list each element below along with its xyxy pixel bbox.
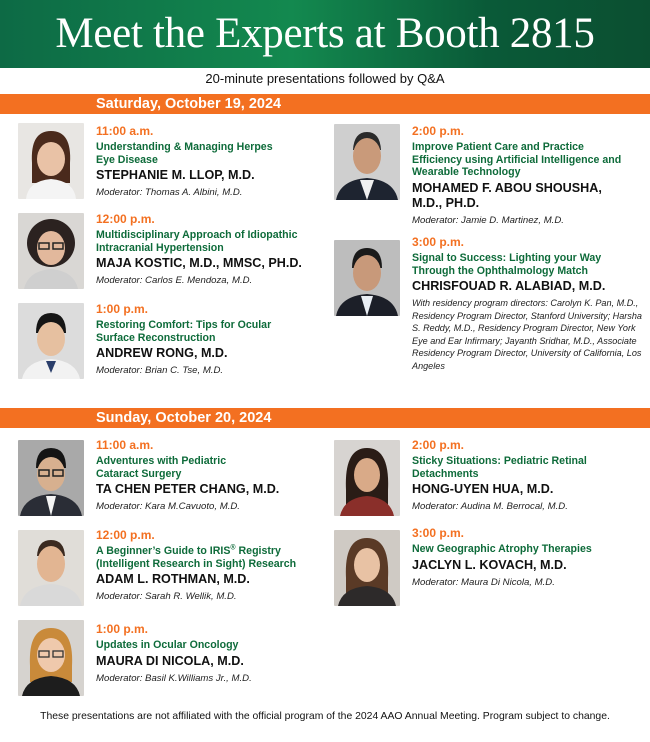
session-title	[96, 545, 316, 570]
speaker-photo	[18, 620, 84, 696]
session-time: 11:00 a.m.	[96, 438, 154, 452]
session-sat-0200	[412, 124, 642, 227]
day-label: Saturday, October 19, 2024	[96, 96, 282, 112]
session-time: 1:00 p.m.	[96, 302, 149, 316]
session-title: Restoring Comfort: Tips for Ocular Surface Reconstruction	[96, 319, 272, 344]
registered-mark: ®	[230, 544, 236, 552]
header-banner	[0, 0, 650, 68]
session-title: Signal to Success: Lighting your Way Through the Ophthalmology Match	[412, 252, 602, 277]
speaker-photo	[18, 123, 84, 199]
session-time: 12:00 p.m.	[96, 528, 155, 542]
title-part: A Beginner’s Guide to IRIS	[96, 545, 231, 557]
session-time: 11:00 a.m.	[96, 124, 154, 138]
speaker-photo	[18, 530, 84, 606]
session-speaker: JACLYN L. KOVACH, M.D.	[412, 557, 567, 572]
session-title: Multidisciplinary Approach of Idiopathic Intracranial Hypertension	[96, 229, 298, 254]
session-moderator: Moderator: Jamie D. Martinez, M.D.	[412, 214, 564, 226]
footer-disclaimer: These presentations are not affiliated with the official program of the 2024 AAO Annual Meeting. Program subject to change.	[40, 711, 610, 722]
day-bar-sunday	[0, 408, 650, 428]
session-sun-0300	[412, 526, 642, 589]
session-moderator: Moderator: Kara M.Cavuoto, M.D.	[96, 501, 240, 512]
session-speaker: CHRISFOUAD R. ALABIAD, M.D.	[412, 279, 606, 293]
session-time: 3:00 p.m.	[412, 235, 465, 249]
session-speaker: ADAM L. ROTHMAN, M.D.	[96, 572, 250, 586]
session-speaker: ANDREW RONG, M.D.	[96, 346, 228, 360]
session-title: Updates in Ocular Oncology	[96, 639, 239, 651]
session-moderator: Moderator: Basil K.Williams Jr., M.D.	[96, 672, 252, 684]
session-moderator: Moderator: Sarah R. Wellik, M.D.	[96, 591, 237, 602]
title-part: Registry (Intelligent Research in Sight) Research	[96, 545, 297, 570]
session-moderator: Moderator: Audina M. Berrocal, M.D.	[412, 501, 568, 512]
session-title: Improve Patient Care and Practice Efficiency using Artificial Intelligence and Wearable Technology	[412, 141, 622, 178]
session-time: 2:00 p.m.	[412, 438, 465, 452]
speaker-photo	[334, 530, 400, 606]
session-speaker: HONG-UYEN HUA, M.D.	[412, 482, 554, 496]
session-sat-1200	[96, 212, 326, 287]
speaker-photo	[18, 213, 84, 289]
session-speaker: TA CHEN PETER CHANG, M.D.	[96, 482, 280, 496]
speaker-photo	[334, 240, 400, 316]
session-title: Understanding & Managing Herpes Eye Disease	[96, 141, 273, 166]
session-sun-0100	[96, 622, 326, 685]
session-speaker: STEPHANIE M. LLOP, M.D.	[96, 168, 255, 182]
session-sun-0200	[412, 438, 642, 513]
session-time: 12:00 p.m.	[96, 212, 155, 226]
session-speaker: MAJA KOSTIC, M.D., MMSC, PH.D.	[96, 256, 302, 270]
page-subtitle: 20-minute presentations followed by Q&A	[205, 71, 445, 86]
session-time: 2:00 p.m.	[412, 124, 465, 138]
session-title: Sticky Situations: Pediatric Retinal Detachments	[412, 455, 587, 480]
speaker-photo	[334, 440, 400, 516]
session-time: 1:00 p.m.	[96, 622, 149, 636]
session-sat-1100	[96, 124, 326, 199]
session-time: 3:00 p.m.	[412, 526, 465, 540]
session-sat-0100	[96, 302, 326, 377]
session-sun-1200	[96, 528, 326, 603]
page-title: Meet the Experts at Booth 2815	[55, 10, 595, 57]
session-speaker: MAURA DI NICOLA, M.D.	[96, 653, 244, 668]
session-title: New Geographic Atrophy Therapies	[412, 543, 592, 555]
speaker-photo	[18, 440, 84, 516]
speaker-photo	[334, 124, 400, 200]
session-sat-0300	[412, 235, 647, 373]
session-moderator: With residency program directors: Carolyn K. Pan, M.D., Residency Program Director, Stanford University; Harsha S. Reddy, M.D., Residency Program Director, New York Eye and Ear Infirmary; Jayanth Sridhar, M.D., Associate Residency Program Director, University of California, Los Angeles	[412, 298, 642, 371]
session-speaker: MOHAMED F. ABOU SHOUSHA, M.D., PH.D.	[412, 180, 602, 210]
session-title: Adventures with Pediatric Cataract Surgery	[96, 455, 227, 480]
session-moderator: Moderator: Brian C. Tse, M.D.	[96, 365, 224, 376]
session-moderator: Moderator: Thomas A. Albini, M.D.	[96, 187, 243, 198]
day-bar-saturday	[0, 94, 650, 114]
session-moderator: Moderator: Carlos E. Mendoza, M.D.	[96, 275, 253, 286]
day-label: Sunday, October 20, 2024	[96, 410, 272, 426]
speaker-photo	[18, 303, 84, 379]
session-sun-1100	[96, 438, 326, 513]
session-moderator: Moderator: Maura Di Nicola, M.D.	[412, 576, 555, 588]
